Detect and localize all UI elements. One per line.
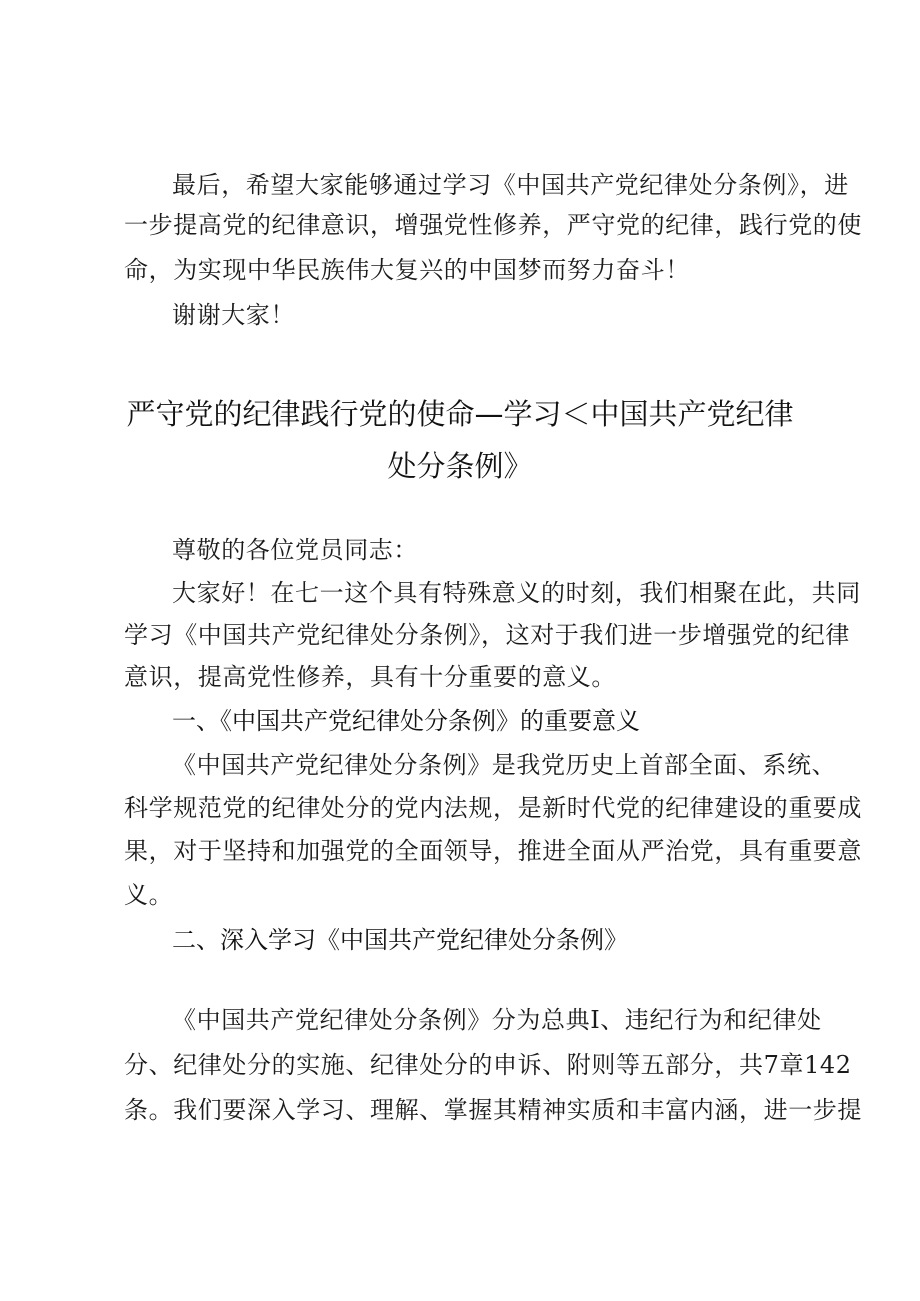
intro-line-3: 意识，提高党性修养，具有十分重要的意义。 [124, 663, 616, 691]
document-title-line-2: 处分条例》 [387, 449, 533, 483]
section-2-line-2: 分、纪律处分的实施、纪律处分的申诉、附则等五部分，共7章142 [124, 1051, 852, 1079]
closing-line-1: 最后，希望大家能够通过学习《中国共产党纪律处分条例》，进 [172, 171, 849, 199]
document-title-line-1: 严守党的纪律践行党的使命—学习＜中国共产党纪律 [126, 397, 794, 431]
closing-line-2: 一步提高党的纪律意识，增强党性修养，严守党的纪律，践行党的使 [124, 211, 862, 239]
closing-thanks: 谢谢大家！ [172, 301, 295, 329]
section-1-line-3: 果，对于坚持和加强党的全面领导，推进全面从严治党，具有重要意 [124, 837, 862, 865]
section-1-line-1: 《中国共产党纪律处分条例》是我党历史上首部全面、系统、 [172, 751, 837, 779]
section-1-line-2: 科学规范党的纪律处分的党内法规，是新时代党的纪律建设的重要成 [124, 794, 862, 822]
intro-line-1: 大家好！在七一这个具有特殊意义的时刻，我们相聚在此，共同 [172, 579, 861, 607]
intro-line-2: 学习《中国共产党纪律处分条例》，这对于我们进一步增强党的纪律 [124, 621, 850, 649]
section-1-line-4: 义。 [124, 881, 174, 909]
section-1-heading: 一、《中国共产党纪律处分条例》的重要意义 [172, 707, 640, 735]
section-2-heading: 二、深入学习《中国共产党纪律处分条例》 [172, 926, 628, 954]
closing-line-3: 命，为实现中华民族伟大复兴的中国梦而努力奋斗！ [124, 256, 690, 284]
salutation: 尊敬的各位党员同志： [172, 536, 418, 564]
section-2-line-3: 条。我们要深入学习、理解、掌握其精神实质和丰富内涵，进一步提 [124, 1096, 862, 1124]
section-2-line-1: 《中国共产党纪律处分条例》分为总典I、违纪行为和纪律处 [172, 1006, 822, 1034]
